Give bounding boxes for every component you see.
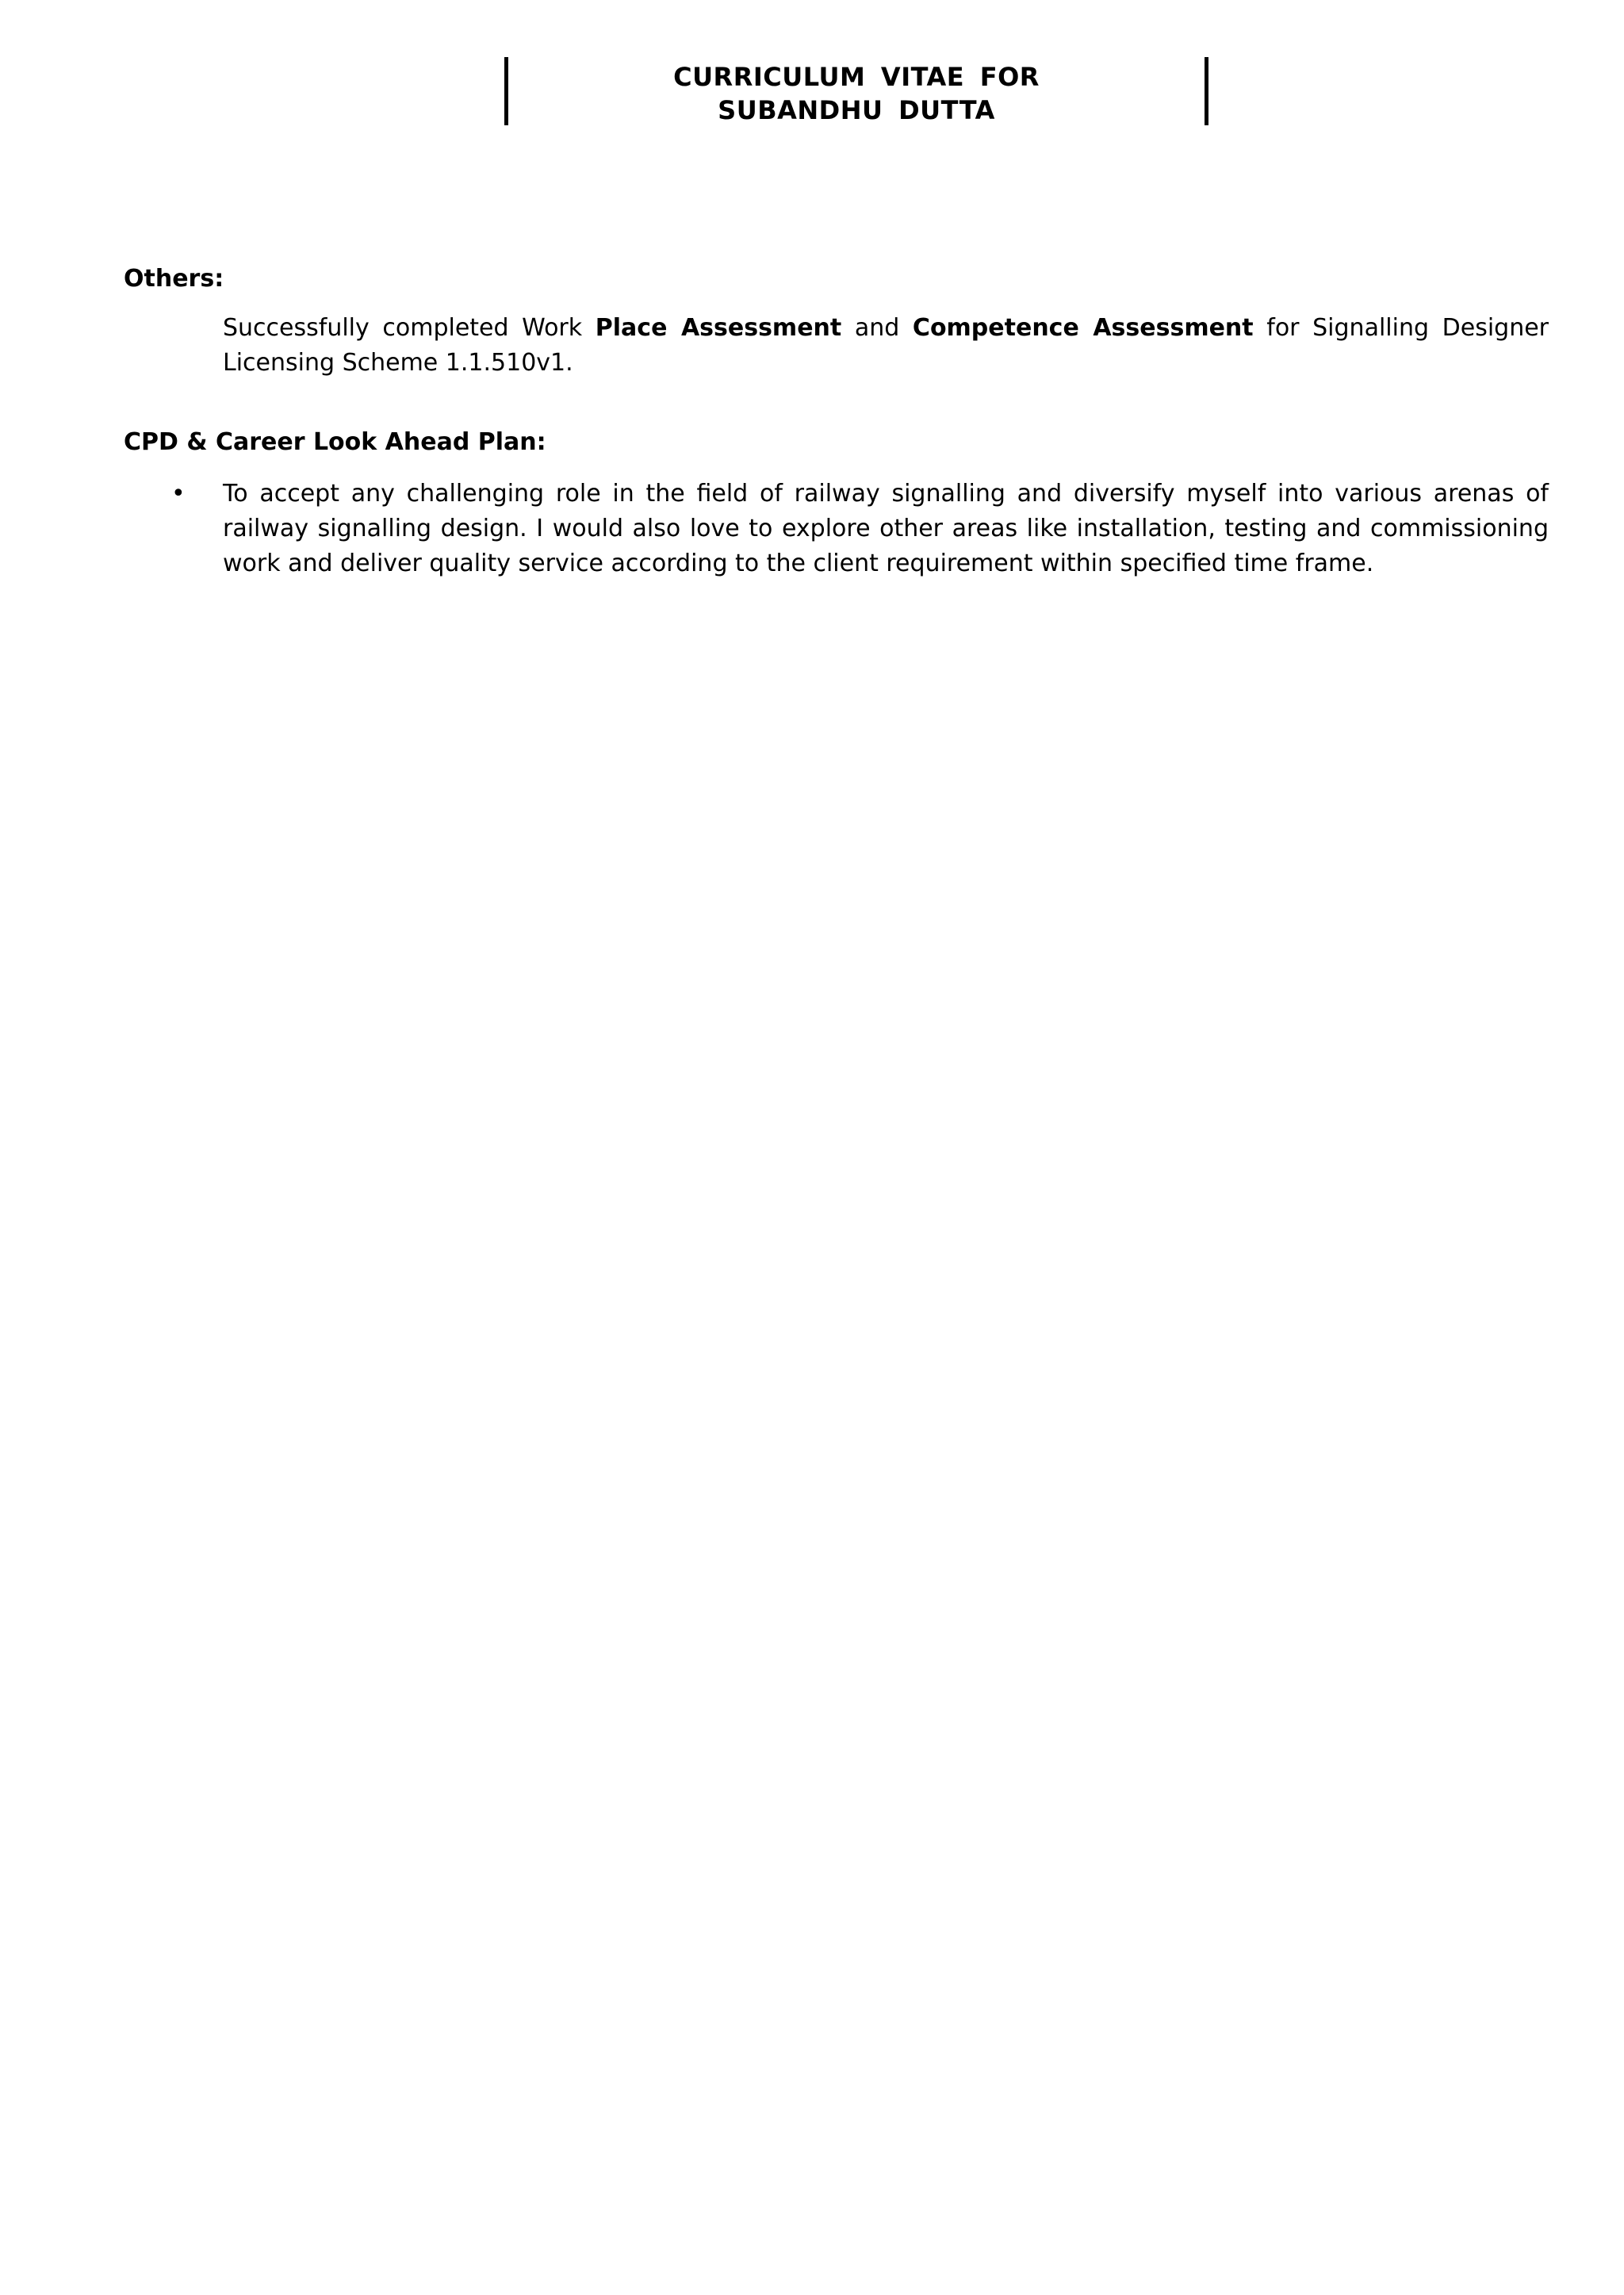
cv-title-line-2: SUBANDHU DUTTA xyxy=(718,95,995,125)
cv-header xyxy=(504,57,1208,127)
others-text-2: and xyxy=(841,314,913,342)
others-paragraph xyxy=(223,311,1549,381)
others-text-3: for Signalling Designer Licensing Scheme 1.1.510v1. xyxy=(223,314,1549,377)
cpd-heading: CPD & Career Look Ahead Plan: xyxy=(124,428,546,456)
place-assessment-bold: Place Assessment xyxy=(595,314,842,342)
competence-assessment-bold: Competence Assessment xyxy=(912,314,1254,342)
cv-title xyxy=(504,60,1208,127)
cpd-bullet-1: • xyxy=(171,480,186,508)
cpd-item-1: To accept any challenging role in the field of railway signalling and diversify myself into various arenas of railway signalling design. I would also love to explore other areas like installation, testing and commissioning work and deliver quality service according to the client requirement within specified time frame. xyxy=(223,480,1549,577)
others-heading: Others: xyxy=(124,265,224,293)
others-text-1: Successfully completed Work xyxy=(223,314,596,342)
cv-title-line-1: CURRICULUM VITAE FOR xyxy=(673,62,1040,92)
header-right-bar xyxy=(1205,57,1208,125)
